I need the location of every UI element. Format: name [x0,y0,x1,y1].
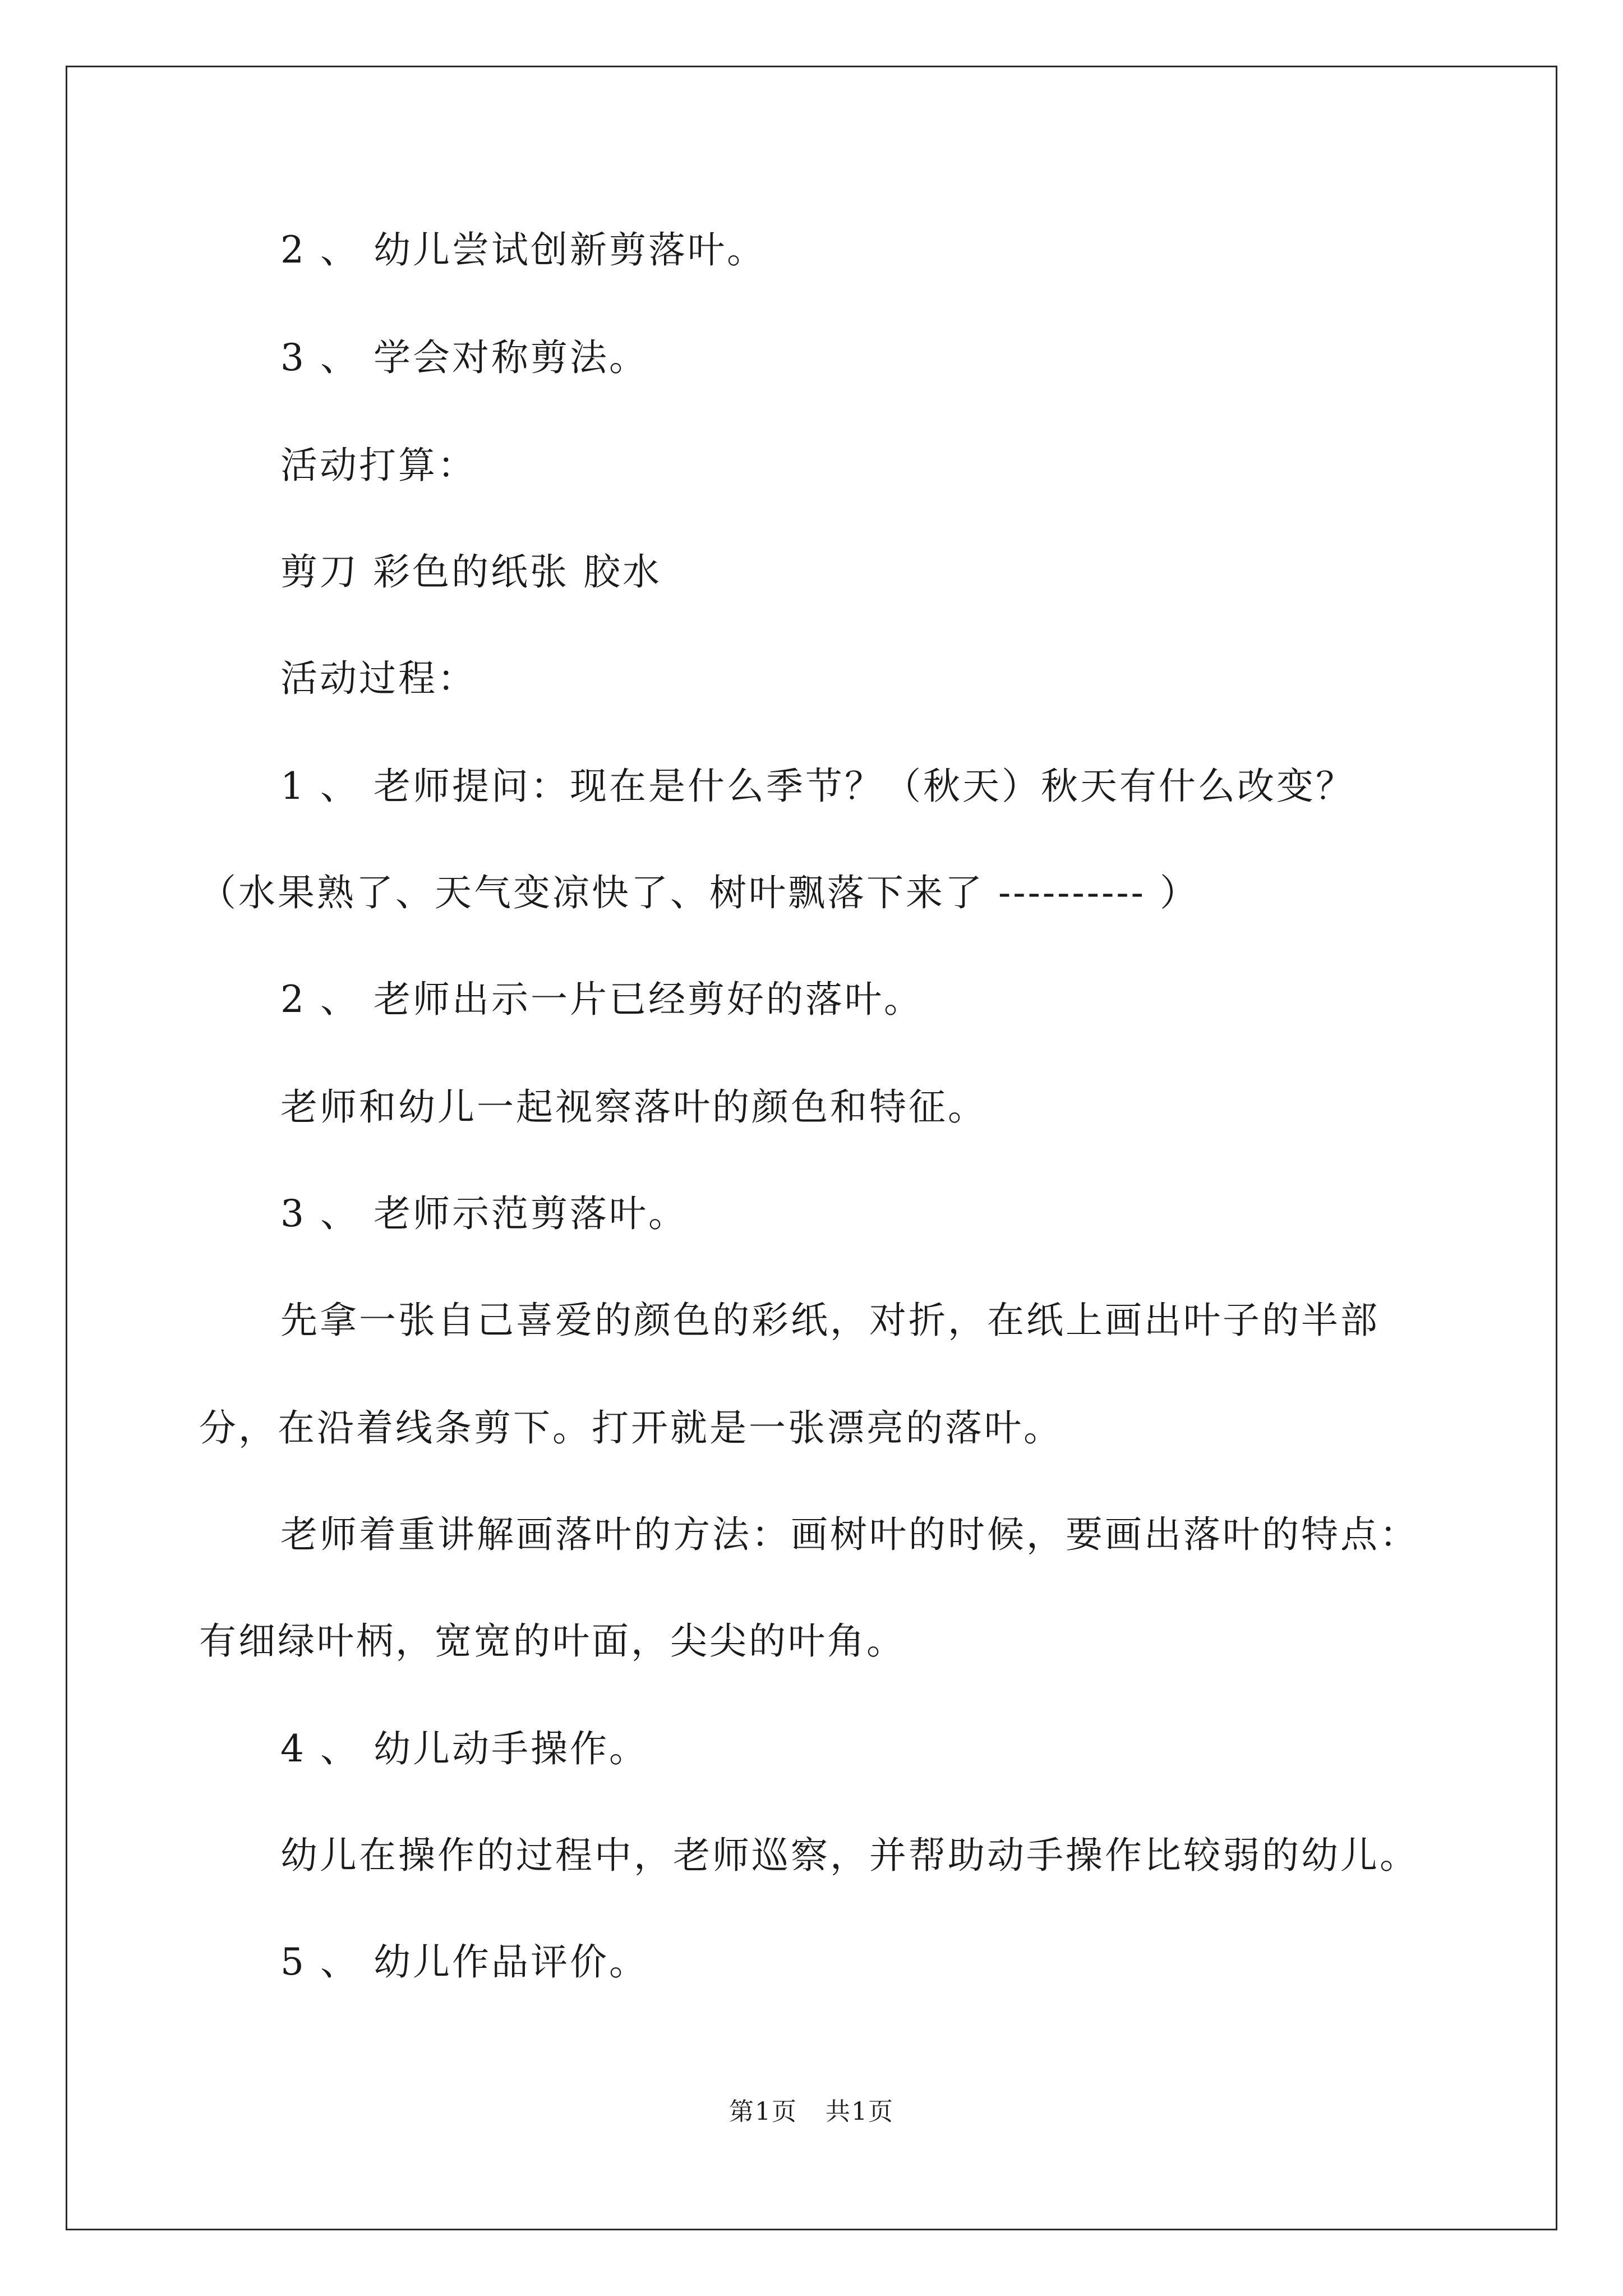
text-line: 4 、 幼儿动手操作。 [280,1727,648,1770]
text-line: 3 、 老师示范剪落叶。 [280,1192,688,1235]
page-footer [0,2096,1623,2128]
text-line: 分，在沿着线条剪下。打开就是一张漂亮的落叶。 [199,1406,1063,1450]
text-line: 2 、 幼儿尝试创新剪落叶。 [280,228,766,272]
text-line: 先拿一张自己喜爱的颜色的彩纸，对折，在纸上画出叶子的半部 [280,1299,1380,1342]
text-line: 5 、 幼儿作品评价。 [280,1940,648,1984]
text-line: 活动打算： [280,444,477,487]
text-line: 老师着重讲解画落叶的方法：画树叶的时候，要画出落叶的特点： [280,1513,1419,1556]
text-line: 剪刀 彩色的纸张 胶水 [280,550,662,593]
text-line: 1 、 老师提问：现在是什么季节？（秋天）秋天有什么改变？ [280,765,1355,808]
text-line: 活动过程： [280,657,477,700]
text-line: 3 、 学会对称剪法。 [280,336,648,379]
text-line: 老师和幼儿一起视察落叶的颜色和特征。 [280,1085,987,1129]
text-line: （水果熟了、天气变凉快了、树叶飘落下来了 ---------- ） [199,871,1199,914]
text-line: 有细绿叶柄，宽宽的叶面，尖尖的叶角。 [199,1619,906,1663]
page-total: 共1页 [826,2097,894,2126]
page-number: 第1页 [729,2097,797,2126]
page-border [66,66,1557,2230]
text-line: 幼儿在操作的过程中，老师巡察，并帮助动手操作比较弱的幼儿。 [280,1834,1419,1877]
text-line: 2 、 老师出示一片已经剪好的落叶。 [280,978,923,1021]
